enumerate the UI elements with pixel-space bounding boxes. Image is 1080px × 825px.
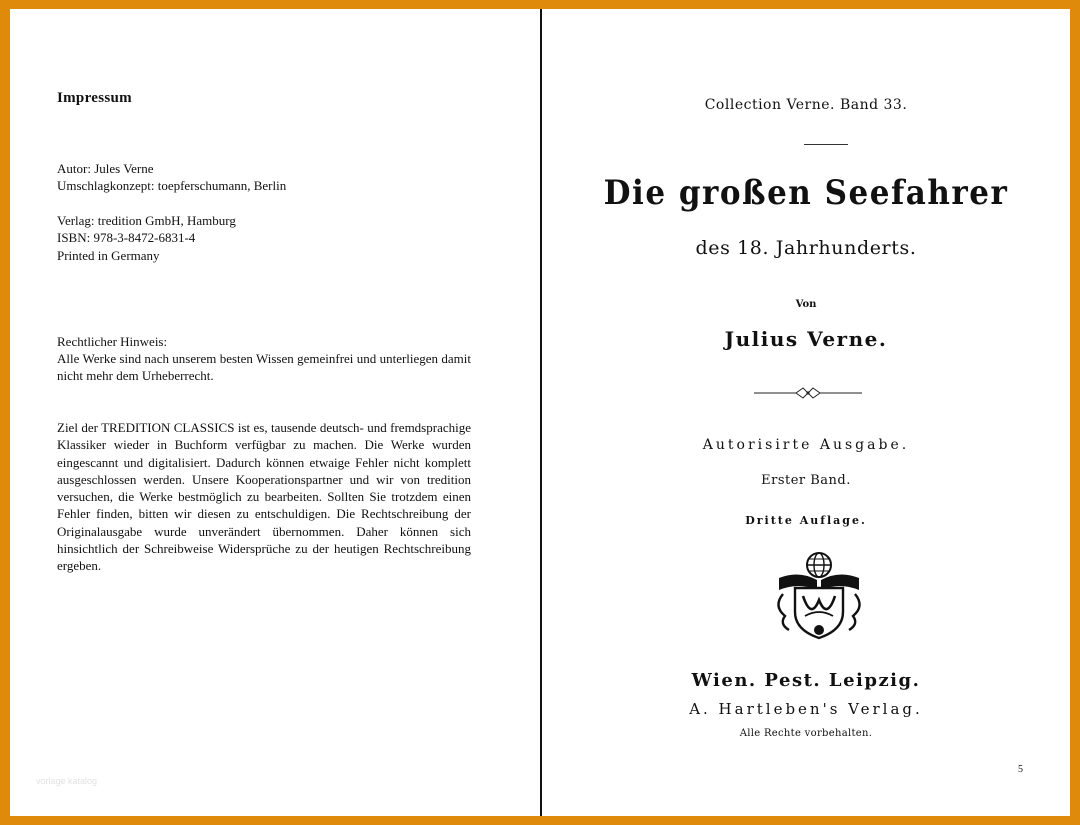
- impressum-page: [10, 9, 540, 816]
- impressum-heading: Impressum: [57, 90, 132, 106]
- rights-line: Alle Rechte vorbehalten.: [739, 728, 873, 739]
- author-line: Autor: Jules Verne: [57, 161, 154, 176]
- by-line: Von: [795, 299, 817, 310]
- cities-line: Wien. Pest. Leipzig.: [691, 670, 921, 691]
- publisher-line: Verlag: tredition GmbH, Hamburg: [57, 213, 236, 228]
- legal-notice: Alle Werke sind nach unserem besten Wissen gemeinfrei und unterliegen damit nicht mehr dem Urheberrecht.: [57, 351, 471, 384]
- book-author: Julius Verne.: [724, 327, 888, 351]
- printing-line: Dritte Auflage.: [745, 514, 867, 527]
- short-rule: [804, 144, 848, 145]
- classics-paragraph: Ziel der TREDITION CLASSICS ist es, tausende deutsch- und fremdsprachige Klassiker wieder in Buchform verfügbar zu machen. Die Werke wurden eingescannt und digitalisiert. Dadurch können etwaige Fehler nicht komplett ausgeschlossen werden. Unsere Kooperationspartner und wir von tredition versuchen, die Werke bestmöglich zu bearbeiten. Sollten Sie trotzdem einen Fehler finden, bitten wir diesen zu entschuldigen. Die Rechtschreibung der Originalausgabe wurde unverändert übernommen. Daher können sich hinsichtlich der Schreibweise Widersprüche zu der heutigen Rechtschreibung ergeben.: [57, 420, 471, 574]
- ornament-divider-icon: [754, 385, 862, 401]
- title-page: [542, 9, 1070, 816]
- series-line: Collection Verne. Band 33.: [704, 97, 908, 113]
- book-spread: [10, 9, 1070, 816]
- publisher-emblem-icon: [769, 550, 869, 642]
- legal-heading: Rechtlicher Hinweis:: [57, 334, 168, 349]
- publisher-info: [57, 212, 236, 264]
- edition-line: Autorisirte Ausgabe.: [702, 437, 910, 453]
- page-number: 5: [1018, 764, 1023, 775]
- isbn-line: ISBN: 978-3-8472-6831-4: [57, 230, 196, 246]
- book-subtitle: des 18. Jahrhunderts.: [695, 237, 917, 259]
- cover-concept-line: Umschlagkonzept: toepferschumann, Berlin: [57, 178, 287, 194]
- volume-line: Erster Band.: [761, 473, 851, 488]
- book-title: Die großen Seefahrer: [603, 173, 1009, 213]
- printed-line: Printed in Germany: [57, 247, 160, 263]
- author-credits: [57, 160, 286, 195]
- watermark-text: vorlage katalog: [36, 776, 98, 786]
- publisher-imprint: A. Hartleben's Verlag.: [689, 700, 923, 718]
